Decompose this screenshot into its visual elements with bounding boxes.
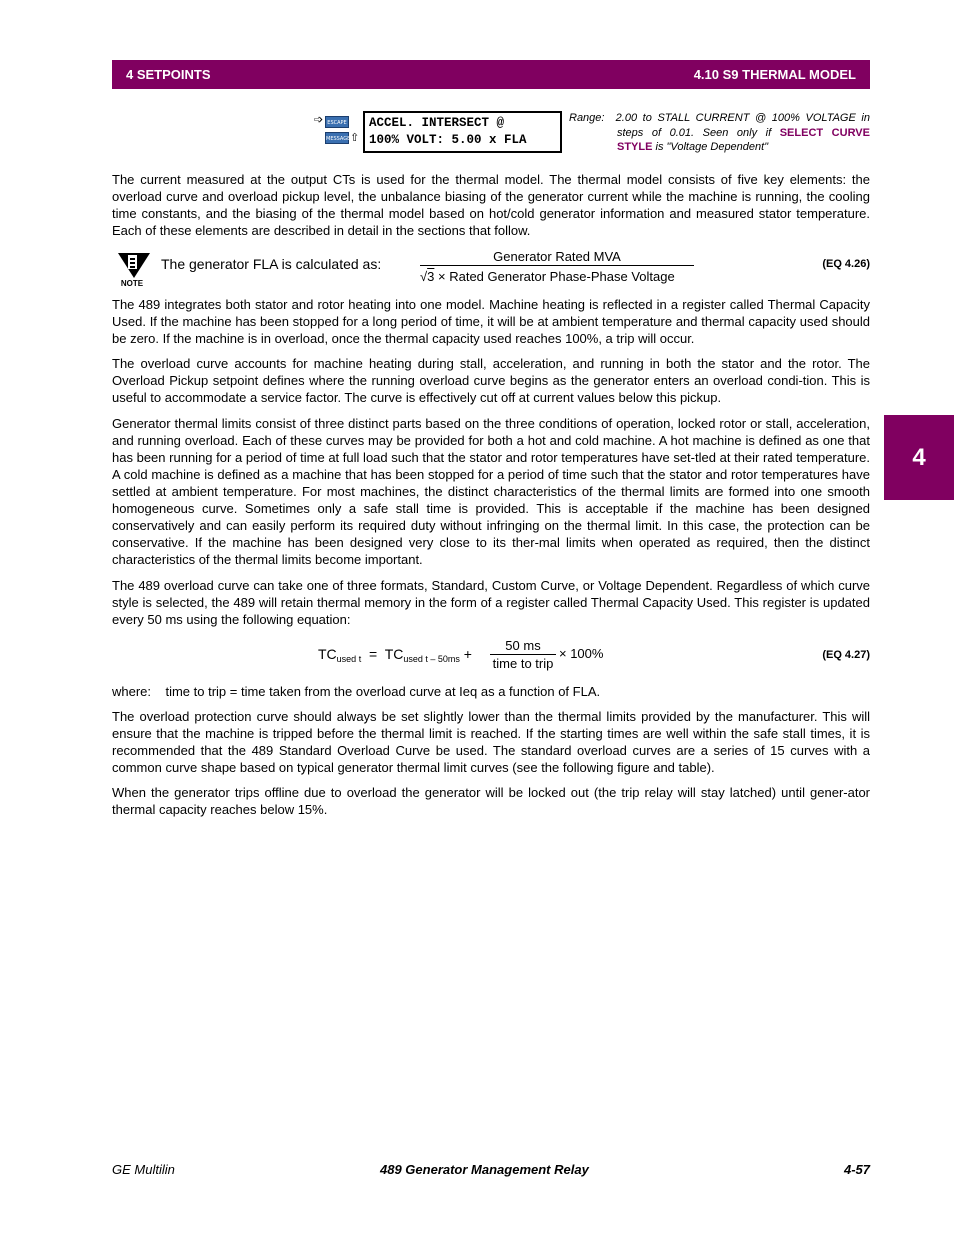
keypad-icons bbox=[314, 114, 360, 150]
display-line-1: ACCEL. INTERSECT @ bbox=[369, 116, 505, 130]
paragraph-thermal-limits: Generator thermal limits consist of three distinct parts based on the three conditions of operation, locked rotor or stall, acceleration, and running overload. Each of these curves may be provided for both a hot and cold machine. A hot machine is defined as one that has been running for a period of time at full load such that the stator and rotor temperatures have set-tled at their rated temperature. A cold machine is defined as a machine that has been stopped for a period of time such that the stator and rotor temperatures have settled at ambient temperature. For most machines, the distinct characteristics of the thermal limits are formed into one smooth homogeneous curve. Sometimes only a safe stall time is provided. This is acceptable if the machine has been designed conservatively and can easily perform its required duty without infringing on the thermal limit. In this case, the protection can be conservative. If the machine has been designed very close to its ther-mal limits when operated as required, then the distinct characteristics of the thermal limits become important. bbox=[112, 416, 870, 567]
equation-label-4-26: (EQ 4.26) bbox=[822, 258, 870, 270]
fla-numerator: Generator Rated MVA bbox=[493, 249, 621, 264]
page-header bbox=[112, 60, 870, 89]
sqrt-icon: √ bbox=[420, 269, 428, 284]
setpoint-name: SELECT CURVE bbox=[779, 126, 870, 139]
fraction-bar bbox=[420, 265, 694, 266]
escape-key-icon: ESCAPE bbox=[325, 116, 349, 128]
up-arrow-icon: ⇧ bbox=[350, 132, 360, 144]
fraction-bar bbox=[490, 654, 556, 655]
footer-company: GE Multilin bbox=[112, 1162, 175, 1177]
paragraph-protection-curve: The overload protection curve should always be set slightly lower than the thermal limits provided by the manufacturer. This will ensure that the machine is tripped before the thermal limit is reached. If the starting times are well within the safe stall times, it is recommended that the 489 Standard Overload Curve be used. The standard overload curves are a series of 15 curves with a common curve shape based on typical generator thermal limit curves (see the following figure and table). bbox=[112, 709, 870, 775]
footer-page-number: 4-57 bbox=[843, 1162, 870, 1177]
note-label: NOTE bbox=[120, 279, 144, 288]
header-subsection: 4.10 S9 THERMAL MODEL bbox=[693, 67, 856, 82]
fla-denominator: √3 × Rated Generator Phase-Phase Voltage bbox=[420, 269, 675, 284]
paragraph-curve-formats: The 489 overload curve can take one of three formats, Standard, Custom Curve, or Voltage Dependent. Regardless of which curve style is selected, the 489 will retain thermal memory in the form of a register called Thermal Capacity Used. This register is updated every 50 ms using the following equation: bbox=[112, 578, 870, 627]
footer-title: 489 Generator Management Relay bbox=[380, 1162, 589, 1177]
paragraph-where: where: time to trip = time taken from the overload curve at Ieq as a function of FLA. bbox=[112, 684, 601, 699]
paragraph-lockout: When the generator trips offline due to overload the generator will be locked out (the trip relay will stay latched) until gener-ator thermal capacity reaches below 15%. bbox=[112, 785, 870, 817]
chapter-tab: 4 bbox=[884, 415, 954, 500]
equation-label-4-27: (EQ 4.27) bbox=[822, 649, 870, 661]
paragraph-heating: The 489 integrates both stator and rotor heating into one model. Machine heating is reflected in a register called Thermal Capacity Used. If the machine has been stopped for a long period of time, it will be at ambient temperature and thermal capacity used should be zero. If the machine is in overload, once the thermal capacity used reaches 100%, a trip will occur. bbox=[112, 297, 870, 346]
message-key-icon: MESSAGE bbox=[325, 132, 349, 144]
range-description bbox=[569, 111, 870, 155]
escape-arrow-icon: ➩ bbox=[314, 114, 324, 126]
range-line-1: Range: 2.00 to STALL CURRENT @ 100% VOLTAGE in bbox=[569, 112, 870, 124]
tc-denominator: time to trip bbox=[492, 656, 554, 671]
tc-numerator: 50 ms bbox=[505, 638, 541, 653]
display-line-2: 100% VOLT: 5.00 x FLA bbox=[369, 133, 527, 147]
tc-multiplier: × 100% bbox=[559, 646, 604, 661]
paragraph-thermal-model: The current measured at the output CTs is used for the thermal model. The thermal model consists of five key elements: the overload curve and overload pickup level, the unbalance biasing of the generator current while the machine is running, the cooling time constants, and the biasing of the thermal model based on hot/cold generator information and measured stator temperature. Each of these elements are described in detail in the sections that follow. bbox=[112, 172, 870, 238]
range-line-2: steps of 0.01. Seen only if SELECT CURVE bbox=[617, 126, 870, 139]
header-section: 4 SETPOINTS bbox=[126, 67, 211, 82]
range-line-3: STYLE is "Voltage Dependent" bbox=[617, 141, 769, 153]
tc-equation: $TC_{used t} = TC_{used t - 50ms}$ + bbox=[318, 646, 472, 664]
paragraph-overload-curve: The overload curve accounts for machine heating during stall, acceleration, and running in both the stator and the rotor. The Overload Pickup setpoint defines where the running overload curve begins as the generator enters an overload condi-tion. This is useful to accommodate a service factor. The curve is effectively cut off at current values below this pickup. bbox=[112, 356, 870, 405]
relay-display bbox=[363, 111, 562, 153]
fla-equation-intro: The generator FLA is calculated as: bbox=[161, 256, 382, 272]
